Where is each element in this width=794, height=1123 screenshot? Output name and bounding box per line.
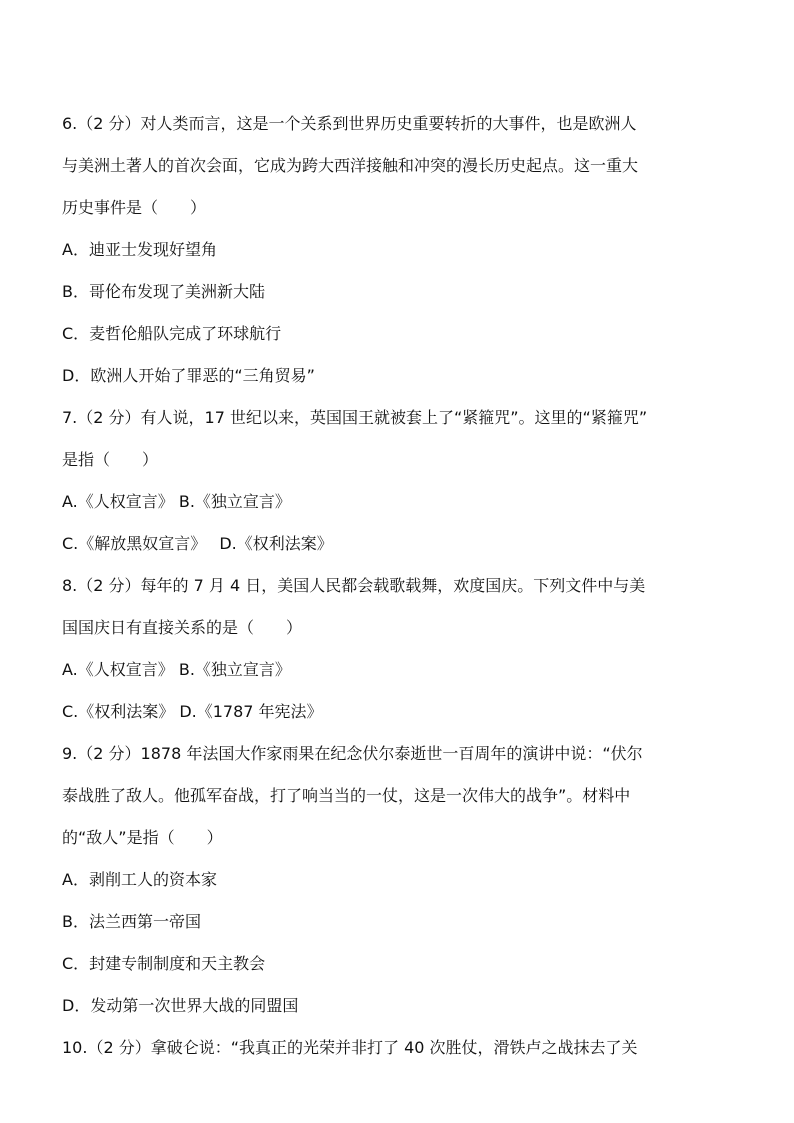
question-7-options-line-1: A.《人权宣言》 B.《独立宣言》 — [62, 492, 291, 511]
question-9-stem-line-3: 的“敌人”是指（ ） — [62, 828, 223, 847]
question-9-stem-line-1: 9.（2 分）1878 年法国大作家雨果在纪念伏尔泰逝世一百周年的演讲中说：“伏尔 — [62, 744, 643, 763]
question-9-option-c: C．封建专制制度和天主教会 — [62, 954, 266, 973]
question-9-stem-line-2: 泰战胜了敌人。他孤军奋战，打了响当当的一仗，这是一次伟大的战争”。材料中 — [62, 786, 631, 805]
question-6-stem-line-2: 与美洲土著人的首次会面，它成为跨大西洋接触和冲突的漫长历史起点。这一重大 — [62, 156, 639, 175]
question-6-option-c: C．麦哲伦船队完成了环球航行 — [62, 324, 282, 343]
question-7-stem-line-2: 是指（ ） — [62, 450, 159, 469]
question-7-stem-line-1: 7.（2 分）有人说，17 世纪以来，英国国王就被套上了“紧箍咒”。这里的“紧箍咒” — [62, 408, 648, 427]
question-7-options-line-2: C.《解放黑奴宣言》 D.《权利法案》 — [62, 534, 333, 553]
question-6-stem-line-3: 历史事件是（ ） — [62, 198, 207, 217]
question-6-option-a: A．迪亚士发现好望角 — [62, 240, 217, 259]
question-6-option-d: D．欧洲人开始了罪恶的“三角贸易” — [62, 366, 315, 385]
question-9-option-d: D．发动第一次世界大战的同盟国 — [62, 996, 299, 1015]
question-8-options-line-1: A.《人权宣言》 B.《独立宣言》 — [62, 660, 291, 679]
question-6-option-b: B．哥伦布发现了美洲新大陆 — [62, 282, 265, 301]
question-6-stem-line-1: 6.（2 分）对人类而言，这是一个关系到世界历史重要转折的大事件，也是欧洲人 — [62, 114, 637, 133]
question-10-stem-line-1: 10.（2 分）拿破仑说：“我真正的光荣并非打了 40 次胜仗，滑铁卢之战抹去了关 — [62, 1038, 638, 1057]
question-8-stem-line-2: 国国庆日有直接关系的是（ ） — [62, 618, 303, 637]
question-8-stem-line-1: 8.（2 分）每年的 7 月 4 日，美国人民都会载歌载舞，欢度国庆。下列文件中与美 — [62, 576, 646, 595]
question-9-option-a: A．剥削工人的资本家 — [62, 870, 217, 889]
question-9-option-b: B．法兰西第一帝国 — [62, 912, 201, 931]
question-8-options-line-2: C.《权利法案》 D.《1787 年宪法》 — [62, 702, 323, 721]
